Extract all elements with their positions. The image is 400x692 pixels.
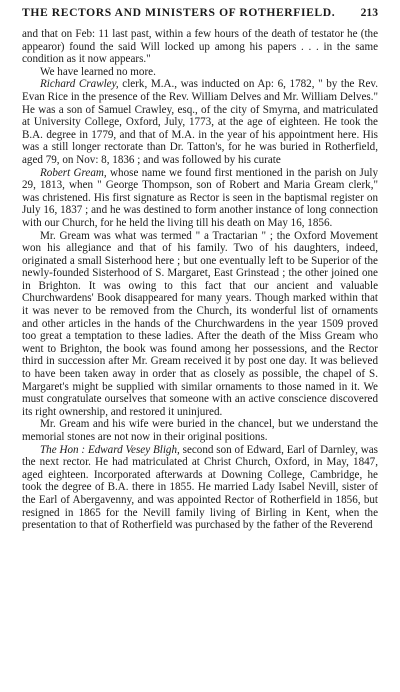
paragraph-bligh-text: second son of Edward, Earl of Darnley, was the next rector. He had matriculated at Christ Church, Oxford, in May, 1847, aged eighteen. Incorporated afterwards at Downing College, Cambridge, he took the degree of B.A. there in 1855. He married Lady Isabel Nevill, sister of the Earl of Abergavenny, and was appointed Rector of Rotherfield in 1856, but resigned in 1865 for the Nevill family living of Birling in Kent, when the presentation to that of Rotherfield was purchased by the father of the Reverend [22,443,378,532]
paragraph-crawley [22,78,378,166]
paragraph-bligh [22,444,378,532]
running-header [22,6,378,28]
running-title: THE RECTORS AND MINISTERS OF ROTHERFIELD. [22,6,336,19]
paragraph-tractarian: Mr. Gream was what was termed " a Tractarian " ; the Oxford Movement won his allegiance and that of his family. Two of his daughters, indeed, originated a small Sisterhood here ; but one eventually left to be Superior of the newly-founded Sisterhood of S. Margaret, East Grinstead ; the other joined one in Brighton. It was owing to this fact that our ancient and valuable Churchwardens' Book disappeared for many years. Though marked within that it was never to be removed from the Church, its wonderful list of ornaments and other articles in the hands of the Churchwardens in the year 1509 proved too great a temptation to these ladies. After the death of the Miss Gream who went to Brighton, the book was found among her possessions, and the Rector third in succession after Mr. Gream received it by post one day. It was believed to have been taken away in order that as closely as possible, the chapel of S. Margaret's might be supplied with similar ornaments to those named in it. We must congratulate ourselves that someone with an active conscience discovered its right ownership, and restored it uninjured. [22,229,378,418]
page-body [22,28,378,532]
paragraph-continuation: and that on Feb: 11 last past, within a few hours of the death of testator he (the appearor) found the said Will locked up among his papers . . . in the same condition as it now appears." [22,28,378,66]
paragraph-no-more: We have learned no more. [40,65,156,78]
page-number: 213 [360,6,378,19]
paragraph-crawley-text: clerk, M.A., was inducted on Ap: 6, 1782, " by the Rev. Evan Rice in the presence of the Rev. William Delves and Mr. William Delves." He was a son of Samuel Crawley, esq., of the city of Smyrna, and matriculated at University College, Oxford, July, 1773, at the age of eighteen. He took the B.A. degree in 1779, and that of M.A. in the year of his appointment here. His was a still longer rectorate than Dr. Tatton's, for he was buried in Rotherfield, aged 79, on Nov: 8, 1836 ; and was followed by his curate [22,78,378,166]
rector-name-gream: Robert Gream, [40,166,107,179]
paragraph-burial: Mr. Gream and his wife were buried in the chancel, but we understand the memorial stones are not now in their original positions. [22,418,378,443]
rector-name-crawley: Richard Crawley, [40,78,119,91]
paragraph-gream [22,167,378,230]
rector-name-bligh: The Hon : Edward Vesey Bligh, [40,443,180,456]
paragraph-gream-text: whose name we found first mentioned in the parish on July 29, 1813, when " George Thompson, son of Robert and Maria Gream clerk," was christened. His first signature as Rector is seen in the baptismal register on July 16, 1837 ; and he was destined to form another instance of long connection with our Church, for he held the living till his death on May 16, 1856. [22,166,379,229]
